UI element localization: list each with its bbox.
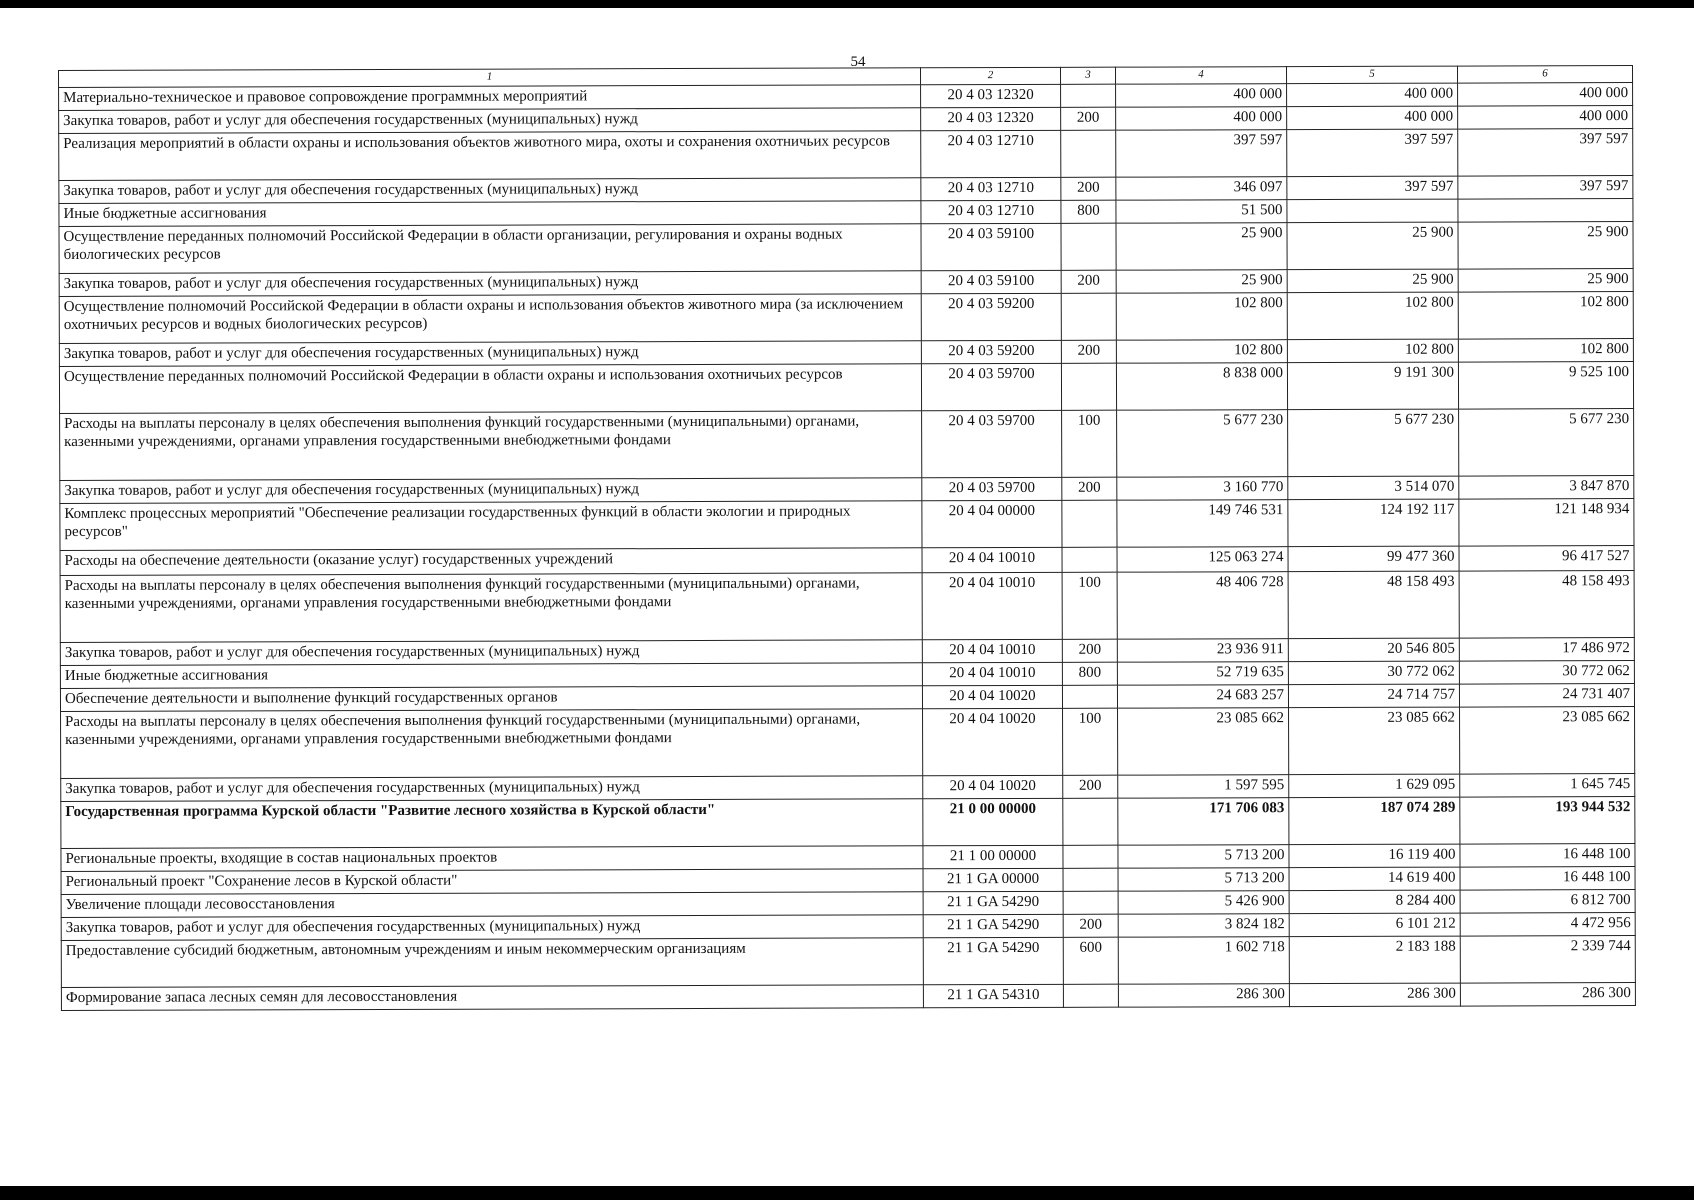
row-code-cell: 20 4 03 59700: [922, 477, 1062, 500]
row-name-cell: Формирование запаса лесных семян для лесовосстановления: [61, 985, 923, 1011]
row-amount-col6-cell: 102 800: [1458, 339, 1633, 363]
row-code-cell: 20 4 04 10010: [922, 547, 1062, 572]
row-code-cell: 20 4 03 59700: [922, 410, 1062, 477]
row-amount-col5-cell: 25 900: [1287, 269, 1458, 293]
row-expense-type-cell: 200: [1061, 177, 1116, 200]
row-name-cell: Региональный проект "Сохранение лесов в Курской области": [61, 869, 923, 895]
row-amount-col5-cell: 6 101 212: [1289, 913, 1460, 937]
row-amount-col6-cell: 96 417 527: [1459, 546, 1634, 572]
row-amount-col4-cell: 286 300: [1118, 984, 1289, 1008]
row-amount-col6-cell: 397 597: [1458, 129, 1633, 177]
row-amount-col6-cell: 2 339 744: [1460, 936, 1635, 984]
row-expense-type-cell: 800: [1061, 200, 1116, 223]
row-amount-col6-cell: 1 645 745: [1460, 774, 1635, 798]
header-col-3: 3: [1060, 67, 1115, 84]
row-code-cell: 20 4 04 10020: [923, 708, 1063, 775]
row-amount-col6-cell: 400 000: [1458, 83, 1633, 107]
row-amount-col4-cell: 171 706 083: [1118, 798, 1289, 846]
row-amount-col4-cell: 3 160 770: [1117, 477, 1288, 501]
row-code-cell: 20 4 03 59200: [921, 340, 1061, 363]
table-row: [60, 499, 1634, 551]
row-code-cell: 21 1 GA 54290: [923, 891, 1063, 914]
row-code-cell: 20 4 03 12710: [921, 130, 1061, 177]
row-amount-col6-cell: 9 525 100: [1458, 362, 1633, 410]
row-amount-col4-cell: 1 597 595: [1118, 775, 1289, 799]
row-expense-type-cell: [1061, 293, 1116, 340]
row-code-cell: 20 4 03 59100: [921, 270, 1061, 293]
row-amount-col4-cell: 397 597: [1116, 130, 1287, 178]
row-expense-type-cell: 100: [1062, 572, 1117, 639]
row-code-cell: 20 4 04 10010: [922, 572, 1062, 639]
row-code-cell: 20 4 03 59100: [921, 223, 1061, 270]
row-expense-type-cell: [1063, 868, 1118, 891]
row-amount-col4-cell: 400 000: [1116, 107, 1287, 131]
table-row: [59, 222, 1633, 274]
row-name-cell: Иные бюджетные ассигнования: [60, 663, 922, 689]
row-amount-col6-cell: 4 472 956: [1460, 913, 1635, 937]
table-row: [60, 409, 1634, 481]
row-amount-col4-cell: 5 426 900: [1118, 891, 1289, 915]
row-expense-type-cell: 200: [1062, 639, 1117, 662]
row-code-cell: 20 4 04 10010: [922, 639, 1062, 662]
row-code-cell: 20 4 04 10020: [922, 685, 1062, 708]
row-amount-col5-cell: 124 192 117: [1288, 499, 1459, 547]
row-expense-type-cell: 200: [1061, 270, 1116, 293]
header-col-5: 5: [1286, 66, 1457, 84]
row-amount-col5-cell: 9 191 300: [1287, 362, 1458, 410]
row-amount-col6-cell: 23 085 662: [1460, 707, 1635, 775]
budget-table: [58, 65, 1636, 1011]
row-amount-col4-cell: 25 900: [1116, 270, 1287, 294]
row-amount-col5-cell: 16 119 400: [1289, 844, 1460, 868]
budget-table-sheet: [58, 65, 1635, 1011]
row-amount-col5-cell: 48 158 493: [1288, 571, 1459, 639]
row-amount-col5-cell: 102 800: [1287, 292, 1458, 340]
row-expense-type-cell: 600: [1063, 937, 1118, 984]
row-amount-col6-cell: 48 158 493: [1459, 571, 1634, 639]
row-code-cell: 21 1 GA 54310: [923, 984, 1063, 1007]
row-amount-col4-cell: 24 683 257: [1117, 685, 1288, 709]
row-expense-type-cell: 100: [1063, 708, 1118, 775]
row-amount-col5-cell: 2 183 188: [1289, 936, 1460, 984]
row-expense-type-cell: 800: [1062, 662, 1117, 685]
header-col-6: 6: [1457, 66, 1632, 84]
row-name-cell: Увеличение площади лесовосстановления: [61, 892, 923, 918]
row-expense-type-cell: 200: [1062, 477, 1117, 500]
row-name-cell: Реализация мероприятий в области охраны и использования объектов животного мира, охоты и сохранения охотничьих ресурсов: [59, 131, 921, 181]
row-expense-type-cell: [1062, 500, 1117, 547]
table-row: [60, 571, 1634, 643]
row-amount-col4-cell: 48 406 728: [1117, 572, 1288, 640]
row-amount-col5-cell: 286 300: [1289, 983, 1460, 1007]
row-amount-col6-cell: 16 448 100: [1460, 844, 1635, 868]
row-amount-col5-cell: 3 514 070: [1288, 476, 1459, 500]
row-amount-col5-cell: 102 800: [1287, 339, 1458, 363]
row-name-cell: Предоставление субсидий бюджетным, автономным учреждениям и иным некоммерческим организациям: [61, 938, 923, 988]
row-code-cell: 21 1 GA 54290: [923, 937, 1063, 984]
row-name-cell: Региональные проекты, входящие в состав национальных проектов: [61, 846, 923, 872]
row-code-cell: 20 4 04 10020: [923, 775, 1063, 798]
table-row: [59, 292, 1633, 344]
row-expense-type-cell: 200: [1061, 340, 1116, 363]
row-amount-col5-cell: [1287, 199, 1458, 223]
row-name-cell: Закупка товаров, работ и услуг для обеспечения государственных (муниципальных) нужд: [60, 640, 922, 666]
row-amount-col4-cell: 3 824 182: [1118, 914, 1289, 938]
row-amount-col6-cell: [1458, 199, 1633, 223]
row-amount-col5-cell: 397 597: [1287, 129, 1458, 177]
row-amount-col4-cell: 5 713 200: [1118, 845, 1289, 869]
row-amount-col5-cell: 400 000: [1287, 83, 1458, 107]
row-name-cell: Расходы на выплаты персоналу в целях обеспечения выполнения функций государственными (муниципальными) органами, казенными учреждениями, органами управления государственными внебюджетными фондами: [61, 709, 923, 779]
row-code-cell: 21 1 GA 54290: [923, 914, 1063, 937]
row-name-cell: Закупка товаров, работ и услуг для обеспечения государственных (муниципальных) нужд: [59, 341, 921, 367]
row-name-cell: Материально-техническое и правовое сопровождение программных мероприятий: [59, 85, 921, 111]
row-expense-type-cell: [1062, 547, 1117, 572]
row-name-cell: Осуществление полномочий Российской Федерации в области охраны и использования объектов животного мира (за исключением охотничьих ресурсов и водных биологических ресурсов): [59, 294, 921, 344]
row-expense-type-cell: [1061, 223, 1116, 270]
row-code-cell: 20 4 04 10010: [922, 662, 1062, 685]
row-expense-type-cell: [1061, 363, 1116, 410]
row-expense-type-cell: [1063, 984, 1118, 1007]
row-expense-type-cell: [1063, 845, 1118, 868]
row-expense-type-cell: [1063, 798, 1118, 845]
row-name-cell: Закупка товаров, работ и услуг для обеспечения государственных (муниципальных) нужд: [60, 478, 922, 504]
row-amount-col5-cell: 397 597: [1287, 176, 1458, 200]
row-name-cell: Расходы на выплаты персоналу в целях обеспечения выполнения функций государственными (муниципальными) органами, казенными учреждениями, органами управления государственными внебюджетными фондами: [60, 411, 922, 481]
row-amount-col6-cell: 102 800: [1458, 292, 1633, 340]
row-expense-type-cell: 200: [1063, 775, 1118, 798]
row-code-cell: 20 4 03 59700: [921, 363, 1061, 410]
row-amount-col5-cell: 25 900: [1287, 222, 1458, 270]
row-amount-col5-cell: 5 677 230: [1288, 409, 1459, 477]
row-amount-col6-cell: 17 486 972: [1459, 638, 1634, 662]
row-amount-col4-cell: 51 500: [1116, 200, 1287, 224]
row-amount-col5-cell: 14 619 400: [1289, 867, 1460, 891]
row-amount-col4-cell: 125 063 274: [1117, 547, 1288, 573]
table-row: [61, 936, 1635, 988]
row-expense-type-cell: [1061, 130, 1116, 177]
row-amount-col5-cell: 99 477 360: [1288, 546, 1459, 572]
row-expense-type-cell: [1063, 891, 1118, 914]
row-amount-col6-cell: 25 900: [1458, 269, 1633, 293]
row-expense-type-cell: [1062, 685, 1117, 708]
row-name-cell: Закупка товаров, работ и услуг для обеспечения государственных (муниципальных) нужд: [59, 108, 921, 134]
row-name-cell: Расходы на выплаты персоналу в целях обеспечения выполнения функций государственными (муниципальными) органами, казенными учреждениями, органами управления государственными внебюджетными фондами: [60, 573, 922, 643]
row-name-cell: Государственная программа Курской области "Развитие лесного хозяйства в Курской области": [61, 799, 923, 849]
row-name-cell: Осуществление переданных полномочий Российской Федерации в области организации, регулирования и охраны водных биологических ресурсов: [59, 224, 921, 274]
table-row: [59, 129, 1633, 181]
row-expense-type-cell: [1061, 84, 1116, 107]
row-amount-col6-cell: 193 944 532: [1460, 797, 1635, 845]
row-amount-col6-cell: 25 900: [1458, 222, 1633, 270]
row-amount-col6-cell: 6 812 700: [1460, 890, 1635, 914]
row-amount-col6-cell: 3 847 870: [1459, 476, 1634, 500]
row-amount-col6-cell: 400 000: [1458, 106, 1633, 130]
row-code-cell: 20 4 03 12710: [921, 177, 1061, 200]
row-name-cell: Комплекс процессных мероприятий "Обеспечение реализации государственных функций в области экологии и природных ресурсов": [60, 501, 922, 551]
table-row: [61, 707, 1635, 779]
row-amount-col4-cell: 102 800: [1116, 293, 1287, 341]
page-number: 54: [850, 54, 866, 70]
row-amount-col4-cell: 23 936 911: [1117, 639, 1288, 663]
row-code-cell: 20 4 04 00000: [922, 500, 1062, 547]
row-amount-col6-cell: 16 448 100: [1460, 867, 1635, 891]
row-amount-col4-cell: 149 746 531: [1117, 500, 1288, 548]
row-amount-col6-cell: 286 300: [1460, 983, 1635, 1007]
row-amount-col5-cell: 400 000: [1287, 106, 1458, 130]
row-amount-col4-cell: 8 838 000: [1116, 363, 1287, 411]
row-amount-col5-cell: 30 772 062: [1288, 661, 1459, 685]
table-row: [61, 983, 1635, 1011]
row-name-cell: Закупка товаров, работ и услуг для обеспечения государственных (муниципальных) нужд: [59, 178, 921, 204]
row-name-cell: Осуществление переданных полномочий Российской Федерации в области охраны и использования охотничьих ресурсов: [59, 364, 921, 414]
row-name-cell: Закупка товаров, работ и услуг для обеспечения государственных (муниципальных) нужд: [61, 776, 923, 802]
row-expense-type-cell: 100: [1062, 410, 1117, 477]
row-amount-col6-cell: 121 148 934: [1459, 499, 1634, 547]
row-name-cell: Обеспечение деятельности и выполнение функций государственных органов: [60, 686, 922, 712]
row-amount-col4-cell: 346 097: [1116, 177, 1287, 201]
row-code-cell: 21 1 GA 00000: [923, 868, 1063, 891]
row-amount-col5-cell: 8 284 400: [1289, 890, 1460, 914]
scan-edge-bottom: [0, 1186, 1694, 1200]
row-code-cell: 21 1 00 00000: [923, 845, 1063, 868]
row-amount-col5-cell: 187 074 289: [1289, 797, 1460, 845]
row-code-cell: 20 4 03 59200: [921, 293, 1061, 340]
row-amount-col5-cell: 24 714 757: [1288, 684, 1459, 708]
row-amount-col6-cell: 24 731 407: [1459, 684, 1634, 708]
row-amount-col6-cell: 5 677 230: [1459, 409, 1634, 477]
row-name-cell: Закупка товаров, работ и услуг для обеспечения государственных (муниципальных) нужд: [59, 271, 921, 297]
row-amount-col5-cell: 1 629 095: [1289, 774, 1460, 798]
row-amount-col4-cell: 5 713 200: [1118, 868, 1289, 892]
row-code-cell: 20 4 03 12320: [921, 84, 1061, 107]
header-col-2: 2: [920, 67, 1060, 84]
row-code-cell: 20 4 03 12710: [921, 200, 1061, 223]
row-amount-col5-cell: 20 546 805: [1288, 638, 1459, 662]
row-amount-col4-cell: 52 719 635: [1117, 662, 1288, 686]
row-expense-type-cell: 200: [1061, 107, 1116, 130]
scan-edge-top: [0, 0, 1694, 8]
header-col-4: 4: [1115, 67, 1286, 85]
row-amount-col4-cell: 5 677 230: [1117, 410, 1288, 478]
row-amount-col4-cell: 25 900: [1116, 223, 1287, 271]
row-expense-type-cell: 200: [1063, 914, 1118, 937]
row-amount-col6-cell: 30 772 062: [1459, 661, 1634, 685]
table-row: [61, 797, 1635, 849]
row-amount-col6-cell: 397 597: [1458, 176, 1633, 200]
row-name-cell: Закупка товаров, работ и услуг для обеспечения государственных (муниципальных) нужд: [61, 915, 923, 941]
row-amount-col4-cell: 400 000: [1116, 84, 1287, 108]
row-code-cell: 21 0 00 00000: [923, 798, 1063, 845]
row-amount-col4-cell: 102 800: [1116, 340, 1287, 364]
row-name-cell: Иные бюджетные ассигнования: [59, 201, 921, 227]
row-amount-col4-cell: 1 602 718: [1118, 937, 1289, 985]
row-name-cell: Расходы на обеспечение деятельности (оказание услуг) государственных учреждений: [60, 548, 922, 576]
row-amount-col4-cell: 23 085 662: [1118, 708, 1289, 776]
row-amount-col5-cell: 23 085 662: [1289, 707, 1460, 775]
table-row: [59, 362, 1633, 414]
header-col-1: 1: [59, 68, 921, 88]
row-code-cell: 20 4 03 12320: [921, 107, 1061, 130]
